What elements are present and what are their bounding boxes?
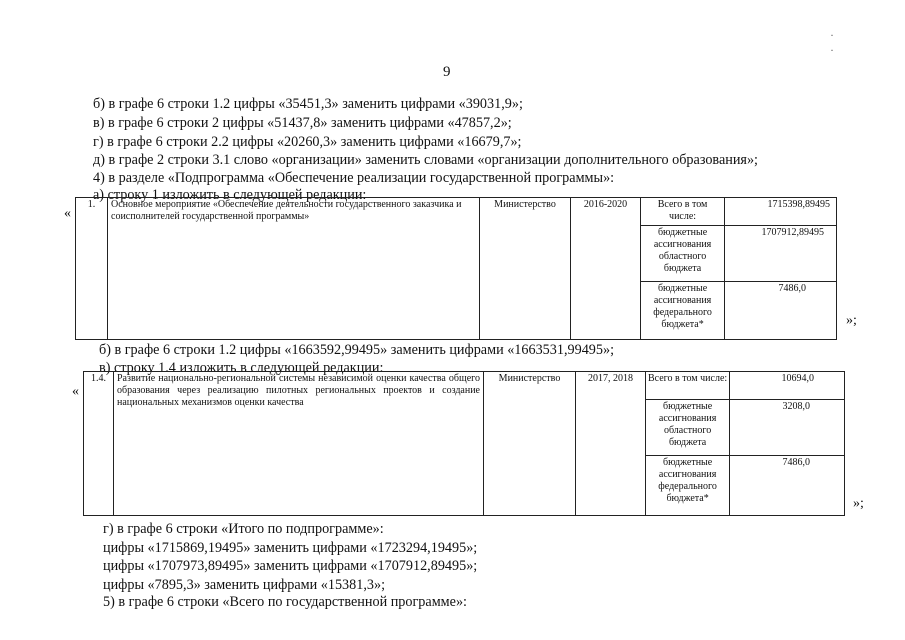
funding-source: Всего в том числе:	[646, 372, 730, 399]
row-number: 1.	[76, 198, 108, 340]
amendment-line: цифры «1707973,89495» заменить цифрами «1707912,89495»;	[103, 558, 478, 574]
funding-value: 1707912,89495	[725, 225, 836, 281]
amendment-line: 5) в графе 6 строки «Всего по государственной программе»:	[103, 594, 467, 610]
funding-value: 7486,0	[782, 456, 810, 468]
page-number: 9	[443, 64, 451, 80]
funding-source: бюджетные ассигнования областного бюджета	[641, 225, 725, 281]
amendment-line: б) в графе 6 строки 1.2 цифры «35451,3» заменить цифрами «39031,9»;	[93, 96, 523, 112]
table-row-1-4	[83, 371, 845, 516]
funding-source: бюджетные ассигнования федерального бюджета*	[641, 281, 725, 339]
amendment-line: в) строку 1.4 изложить в следующей редакции:	[99, 360, 384, 376]
funding-source: Всего в том числе:	[641, 198, 725, 225]
corner-marks: · ·	[830, 28, 864, 57]
period: 2016-2020	[571, 198, 641, 340]
open-quote: «	[72, 384, 79, 399]
funding-source: бюджетные ассигнования федерального бюджета*	[646, 455, 730, 515]
funding-value: 1715398,89495	[725, 198, 836, 225]
amendment-line: г) в графе 6 строки 2.2 цифры «20260,3» заменить цифрами «16679,7»;	[93, 134, 522, 150]
open-quote: «	[64, 206, 71, 221]
amendment-line: д) в графе 2 строки 3.1 слово «организации» заменить словами «организации дополнительного образования»;	[93, 152, 758, 168]
funding-source: бюджетные ассигнования областного бюджета	[646, 399, 730, 455]
amendment-line: цифры «7895,3» заменить цифрами «15381,3»;	[103, 577, 386, 593]
funding-value: 3208,0	[730, 399, 844, 455]
funding-table	[641, 198, 836, 339]
funding-table	[646, 372, 844, 515]
amendment-line: а) строку 1 изложить в следующей редакции:	[93, 187, 367, 203]
amendment-line: в) в графе 6 строки 2 цифры «51437,8» заменить цифрами «47857,2»;	[93, 115, 512, 131]
executor: Министерство	[480, 198, 571, 340]
amendment-line: 4) в разделе «Подпрограмма «Обеспечение реализации государственной программы»:	[93, 170, 615, 186]
close-quote: »;	[846, 313, 857, 328]
close-quote: »;	[853, 496, 864, 511]
amendment-line: цифры «1715869,19495» заменить цифрами «1723294,19495»;	[103, 540, 478, 556]
activity-name: Развитие национально-региональной системы независимой оценки качества общего образования через реализацию пилотных региональных проектов и создание национальных механизмов оценки качества	[114, 372, 484, 516]
funding-value: 10694,0	[730, 372, 844, 399]
table-row-1	[75, 197, 837, 340]
amendment-line: б) в графе 6 строки 1.2 цифры «1663592,99495» заменить цифрами «1663531,99495»;	[99, 342, 615, 358]
period: 2017, 2018	[576, 372, 646, 516]
row-number: 1.4.	[84, 372, 114, 516]
activity-name: Основное мероприятие «Обеспечение деятельности государственного заказчика и соисполнителей государственной программы»	[108, 198, 480, 340]
funding-value: 7486,0	[778, 282, 806, 294]
executor: Министерство	[484, 372, 576, 516]
amendment-line: г) в графе 6 строки «Итого по подпрограмме»:	[103, 521, 384, 537]
